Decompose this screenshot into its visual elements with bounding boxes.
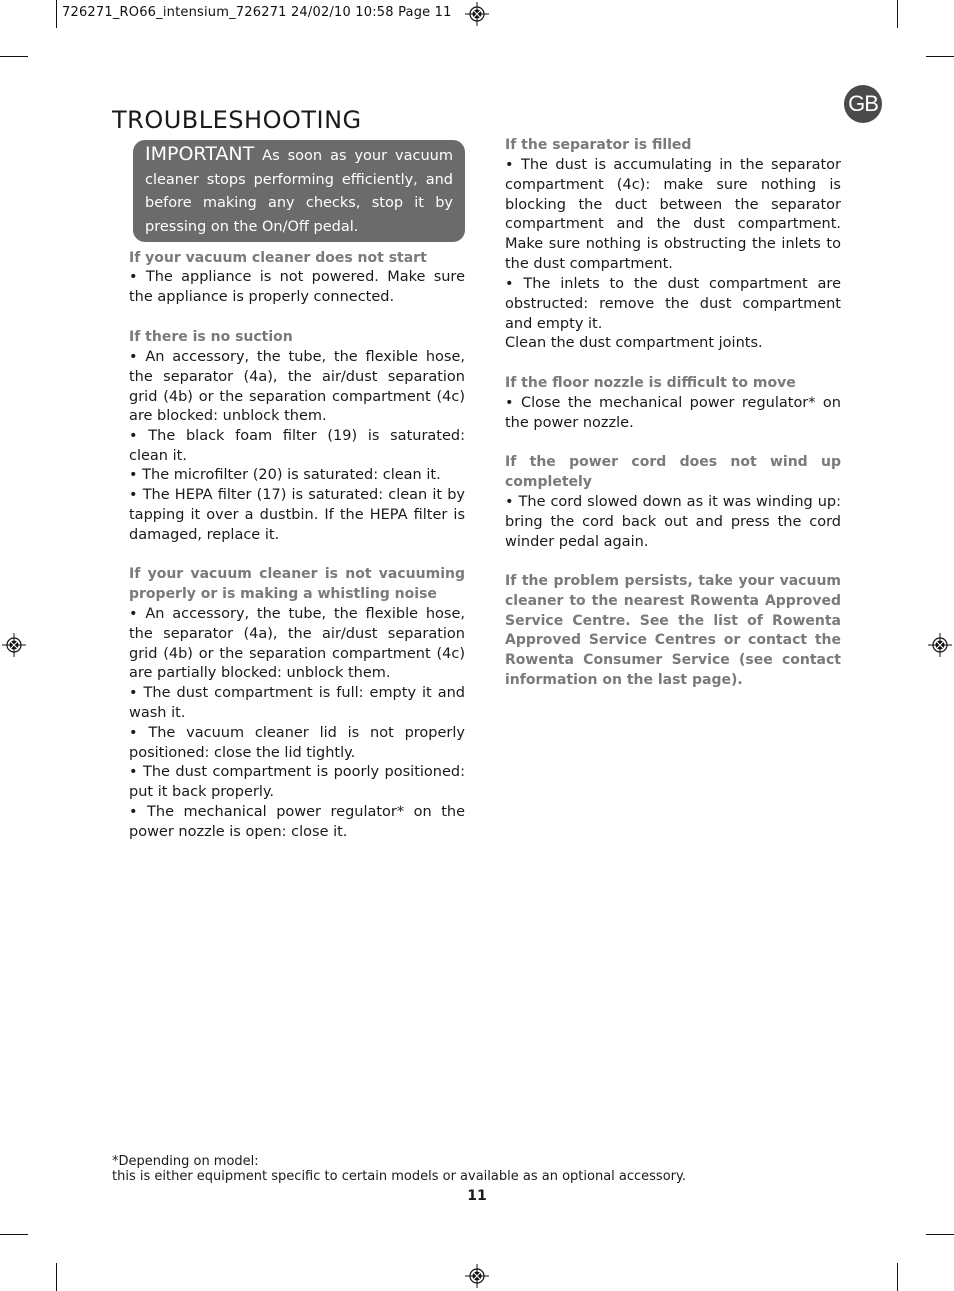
section-heading: If the separator is filled <box>505 137 692 153</box>
paragraph: • The appliance is not powered. Make sure the appliance is properly connected. <box>129 269 465 305</box>
paragraph: • An accessory, the tube, the flexible hose, the separator (4a), the air/dust separation grid (4b) or the separation compartment (4c) are blocked: unblock them. <box>129 349 465 425</box>
paragraph: Clean the dust compartment joints. <box>505 335 763 351</box>
language-badge: GB <box>844 85 882 123</box>
page-number: 11 <box>467 1188 487 1204</box>
closing-notice: If the problem persists, take your vacuum cleaner to the nearest Rowenta Approved Service Centre. See the list of Rowenta Approved Service Centres or contact the Rowenta Consumer Service (see contact information on the last page). <box>505 573 841 688</box>
registration-mark-icon <box>928 633 952 657</box>
paragraph: • The dust compartment is full: empty it and wash it. <box>129 685 465 721</box>
paragraph: • The dust is accumulating in the separator compartment (4c): make sure nothing is blocking the duct between the separator compartment and the dust compartment. Make sure nothing is obstructing the inlets to the dust compartment. <box>505 157 841 272</box>
registration-mark-icon <box>465 1264 489 1288</box>
print-slug: 726271_RO66_intensium_726271 24/02/10 10:58 Page 11 <box>62 5 452 20</box>
crop-mark <box>56 0 57 28</box>
section-heading: If your vacuum cleaner is not vacuuming properly or is making a whistling noise <box>129 566 465 602</box>
crop-mark <box>0 1234 28 1235</box>
important-notice <box>133 140 465 242</box>
footnote-line: *Depending on model: <box>112 1154 259 1169</box>
section-heading: If the floor nozzle is difficult to move <box>505 375 796 391</box>
paragraph: • The microfilter (20) is saturated: clean it. <box>129 467 441 483</box>
footnote-line: this is either equipment specific to certain models or available as an optional accessory. <box>112 1168 686 1184</box>
paragraph: • Close the mechanical power regulator* on the power nozzle. <box>505 395 841 431</box>
crop-mark <box>0 56 28 57</box>
crop-mark <box>926 1234 954 1235</box>
paragraph: • The dust compartment is poorly positioned: put it back properly. <box>129 764 465 800</box>
paragraph: • The black foam filter (19) is saturated: clean it. <box>129 428 465 464</box>
important-text: As soon as your vacuum cleaner stops performing efficiently, and before making any checks, stop it by pressing on the On/Off pedal. <box>145 148 453 235</box>
paragraph: • The vacuum cleaner lid is not properly positioned: close the lid tightly. <box>129 725 465 761</box>
crop-mark <box>56 1263 57 1291</box>
section-heading: If there is no suction <box>129 329 293 345</box>
crop-mark <box>897 1263 898 1291</box>
crop-mark <box>897 0 898 28</box>
registration-mark-icon <box>465 2 489 26</box>
crop-mark <box>926 56 954 57</box>
paragraph: • The mechanical power regulator* on the power nozzle is open: close it. <box>129 804 465 840</box>
paragraph: • The cord slowed down as it was winding up: bring the cord back out and press the cord winder pedal again. <box>505 494 841 550</box>
paragraph: • The inlets to the dust compartment are obstructed: remove the dust compartment and empty it. <box>505 276 841 332</box>
footnote <box>112 1155 686 1184</box>
paragraph: • An accessory, the tube, the flexible hose, the separator (4a), the air/dust separation grid (4b) or the separation compartment (4c) are partially blocked: unblock them. <box>129 606 465 682</box>
registration-mark-icon <box>2 633 26 657</box>
paragraph: • The HEPA filter (17) is saturated: clean it by tapping it over a dustbin. If the HEPA filter is damaged, replace it. <box>129 487 465 543</box>
section-heading: If your vacuum cleaner does not start <box>129 250 427 266</box>
page-title: TROUBLESHOOTING <box>112 106 362 134</box>
section-heading: If the power cord does not wind up completely <box>505 454 841 490</box>
important-lead: IMPORTANT <box>145 143 255 165</box>
